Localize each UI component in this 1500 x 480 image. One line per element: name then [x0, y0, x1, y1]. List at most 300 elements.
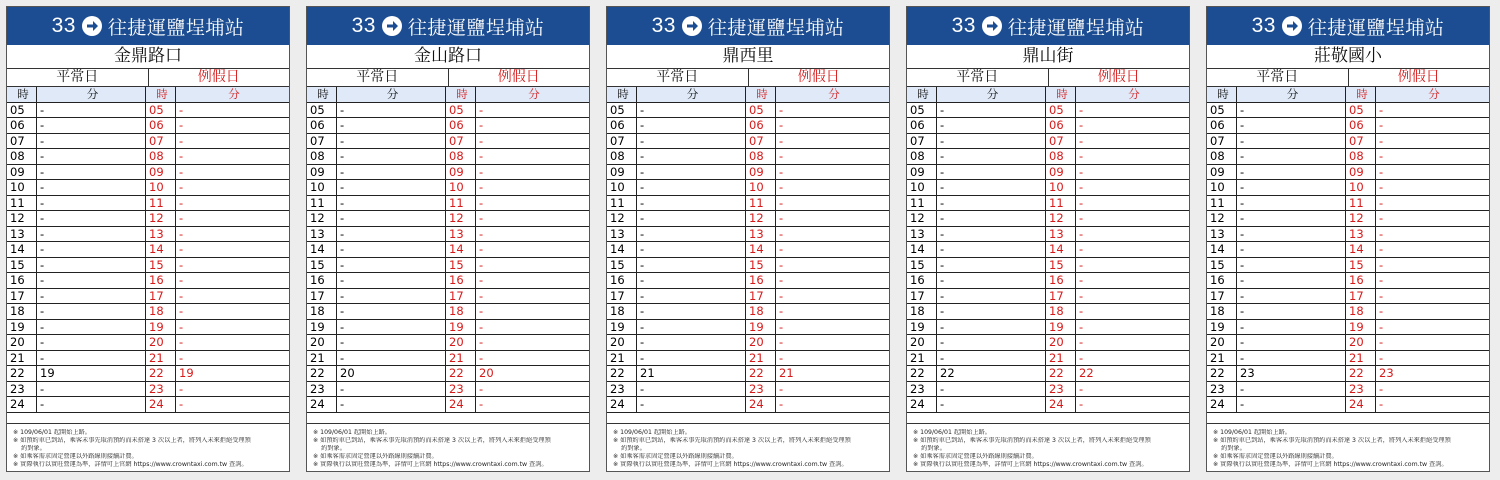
weekday-minute-cell: - — [337, 397, 446, 413]
weekday-minute-cell: - — [37, 319, 146, 335]
table-row — [7, 180, 289, 196]
table-row — [1207, 257, 1489, 273]
holiday-minute-cell: - — [476, 211, 590, 227]
schedule-table — [307, 87, 589, 413]
weekday-minute-cell: - — [37, 102, 146, 118]
weekday-minute-cell: - — [37, 180, 146, 196]
table-row — [607, 118, 889, 134]
table-row — [7, 211, 289, 227]
holiday-minute-cell: - — [1076, 102, 1190, 118]
table-row — [7, 319, 289, 335]
weekday-label: 平常日 — [907, 69, 1049, 86]
holiday-hour-cell: 07 — [746, 133, 776, 149]
hour-cell: 24 — [607, 397, 637, 413]
weekday-minute-cell: - — [337, 149, 446, 165]
weekday-minute-cell: - — [937, 133, 1046, 149]
holiday-hour-cell: 10 — [1046, 180, 1076, 196]
weekday-minute-cell: - — [637, 133, 746, 149]
holiday-minute-cell: - — [776, 149, 890, 165]
hour-cell: 09 — [607, 164, 637, 180]
weekday-minute-cell: - — [37, 257, 146, 273]
holiday-minute-cell: - — [1076, 242, 1190, 258]
table-row — [1207, 350, 1489, 366]
hour-cell: 05 — [7, 102, 37, 118]
hour-cell: 17 — [1207, 288, 1237, 304]
holiday-minute-cell: - — [1376, 102, 1490, 118]
table-row — [7, 397, 289, 413]
weekday-minute-cell: - — [1237, 350, 1346, 366]
weekday-label: 平常日 — [1207, 69, 1349, 86]
timetable-panel — [606, 6, 890, 472]
table-row — [907, 242, 1189, 258]
hour-cell: 12 — [607, 211, 637, 227]
table-row — [307, 195, 589, 211]
holiday-minute-cell: - — [1076, 180, 1190, 196]
holiday-minute-cell: - — [1376, 350, 1490, 366]
weekday-minute-cell: - — [337, 350, 446, 366]
route-header — [307, 7, 589, 45]
weekday-minute-cell: - — [637, 180, 746, 196]
table-row — [1207, 366, 1489, 382]
table-row — [607, 304, 889, 320]
weekday-minute-cell: - — [637, 319, 746, 335]
holiday-hour-cell: 18 — [1346, 304, 1376, 320]
weekday-minute-cell: - — [937, 397, 1046, 413]
weekday-minute-cell: - — [1237, 102, 1346, 118]
holiday-minute-cell: - — [1076, 319, 1190, 335]
weekday-minute-cell: - — [937, 149, 1046, 165]
hour-cell: 24 — [907, 397, 937, 413]
holiday-hour-cell: 18 — [1046, 304, 1076, 320]
holiday-minute-cell: - — [176, 226, 290, 242]
holiday-hour-cell: 15 — [746, 257, 776, 273]
table-row — [907, 381, 1189, 397]
holiday-hour-cell: 09 — [746, 164, 776, 180]
holiday-minute-cell: - — [476, 273, 590, 289]
route-number: 33 — [951, 14, 976, 37]
table-row — [307, 226, 589, 242]
hour-cell: 09 — [7, 164, 37, 180]
weekday-minute-cell: - — [1237, 397, 1346, 413]
weekday-minute-cell: - — [37, 335, 146, 351]
holiday-hour-cell: 20 — [746, 335, 776, 351]
table-row — [1207, 164, 1489, 180]
hour-cell: 19 — [7, 319, 37, 335]
arrow-right-icon — [1282, 16, 1302, 36]
holiday-hour-cell: 09 — [1046, 164, 1076, 180]
holiday-hour-cell: 13 — [1046, 226, 1076, 242]
holiday-minute-cell: - — [776, 164, 890, 180]
day-type-row — [307, 69, 589, 87]
table-row — [907, 288, 1189, 304]
weekday-minute-cell: - — [337, 195, 446, 211]
hour-cell: 23 — [607, 381, 637, 397]
table-row — [907, 335, 1189, 351]
hour-cell: 21 — [7, 350, 37, 366]
holiday-label: 例假日 — [1397, 69, 1440, 85]
holiday-hour-cell: 08 — [446, 149, 476, 165]
weekday-minute-cell: - — [637, 195, 746, 211]
hour-cell: 23 — [1207, 381, 1237, 397]
table-row — [1207, 381, 1489, 397]
holiday-minute-cell: - — [476, 257, 590, 273]
holiday-minute-cell: 23 — [1376, 366, 1490, 382]
table-row — [7, 118, 289, 134]
holiday-minute-cell: 22 — [1076, 366, 1190, 382]
table-row — [307, 366, 589, 382]
table-row — [907, 226, 1189, 242]
holiday-minute-cell: - — [176, 304, 290, 320]
table-row — [7, 149, 289, 165]
weekday-minute-cell: - — [1237, 319, 1346, 335]
holiday-minute-cell: - — [1376, 335, 1490, 351]
weekday-minute-cell: - — [937, 273, 1046, 289]
hour-cell: 08 — [7, 149, 37, 165]
holiday-minute-cell: - — [776, 304, 890, 320]
weekday-minute-cell: - — [337, 133, 446, 149]
destination-label: 往捷運鹽埕埔站 — [1307, 16, 1445, 39]
note-line: ※ 109/06/01 起開始上路。 — [1213, 429, 1291, 436]
holiday-hour-cell: 11 — [446, 195, 476, 211]
minute-column-header: 分 — [337, 87, 446, 102]
weekday-label: 平常日 — [307, 69, 449, 86]
holiday-hour-cell: 12 — [146, 211, 176, 227]
weekday-minute-cell: - — [637, 273, 746, 289]
table-row — [1207, 397, 1489, 413]
hour-cell: 24 — [1207, 397, 1237, 413]
holiday-hour-column-header: 時 — [146, 87, 176, 102]
holiday-hour-cell: 17 — [146, 288, 176, 304]
weekday-minute-cell: - — [637, 257, 746, 273]
table-row — [7, 195, 289, 211]
table-header-row — [307, 87, 589, 102]
table-row — [907, 195, 1189, 211]
holiday-minute-cell: - — [776, 397, 890, 413]
holiday-minute-cell: - — [176, 164, 290, 180]
hour-cell: 21 — [607, 350, 637, 366]
weekday-minute-cell: - — [337, 319, 446, 335]
table-row — [307, 102, 589, 118]
note-line: ※ 實際執行以實旺營運為準，詳情可上官網 https://www.crowntaxi.com.tw 查詢。 — [913, 461, 1148, 468]
hour-cell: 10 — [307, 180, 337, 196]
holiday-hour-cell: 14 — [1346, 242, 1376, 258]
weekday-minute-cell: 22 — [937, 366, 1046, 382]
holiday-hour-cell: 10 — [446, 180, 476, 196]
table-row — [907, 164, 1189, 180]
hour-cell: 22 — [7, 366, 37, 382]
holiday-hour-cell: 19 — [746, 319, 776, 335]
note-line: ※ 如乘客需求固定營運以外路線則接續計費。 — [13, 453, 138, 460]
note-line: 約對象。 — [1213, 445, 1246, 452]
holiday-minute-cell: - — [176, 133, 290, 149]
hour-cell: 13 — [307, 226, 337, 242]
weekday-minute-cell: - — [937, 335, 1046, 351]
table-row — [7, 257, 289, 273]
table-row — [607, 335, 889, 351]
holiday-hour-column-header: 時 — [1346, 87, 1376, 102]
hour-cell: 06 — [307, 118, 337, 134]
notes-section — [607, 423, 889, 471]
holiday-minute-cell: - — [1376, 133, 1490, 149]
holiday-hour-cell: 21 — [446, 350, 476, 366]
hour-cell: 05 — [1207, 102, 1237, 118]
arrow-right-icon — [982, 16, 1002, 36]
holiday-hour-cell: 24 — [446, 397, 476, 413]
hour-cell: 21 — [1207, 350, 1237, 366]
table-row — [7, 381, 289, 397]
holiday-hour-cell: 19 — [146, 319, 176, 335]
holiday-minute-cell: - — [1076, 350, 1190, 366]
note-line: ※ 如乘客需求固定營運以外路線則接續計費。 — [913, 453, 1038, 460]
hour-cell: 22 — [307, 366, 337, 382]
holiday-hour-cell: 21 — [746, 350, 776, 366]
route-header — [7, 7, 289, 45]
weekday-minute-cell: - — [937, 304, 1046, 320]
hour-cell: 12 — [7, 211, 37, 227]
table-row — [907, 397, 1189, 413]
hour-cell: 21 — [307, 350, 337, 366]
holiday-hour-cell: 13 — [1346, 226, 1376, 242]
route-number: 33 — [651, 14, 676, 37]
holiday-minute-cell: - — [476, 304, 590, 320]
holiday-minute-cell: - — [1376, 242, 1490, 258]
weekday-minute-cell: - — [937, 350, 1046, 366]
table-row — [907, 319, 1189, 335]
holiday-hour-cell: 09 — [1346, 164, 1376, 180]
table-row — [1207, 133, 1489, 149]
holiday-hour-cell: 06 — [1046, 118, 1076, 134]
hour-cell: 09 — [1207, 164, 1237, 180]
hour-cell: 24 — [7, 397, 37, 413]
holiday-hour-cell: 18 — [446, 304, 476, 320]
hour-cell: 20 — [1207, 335, 1237, 351]
hour-cell: 18 — [307, 304, 337, 320]
weekday-minute-cell: - — [1237, 226, 1346, 242]
holiday-hour-cell: 06 — [746, 118, 776, 134]
hour-cell: 10 — [607, 180, 637, 196]
holiday-hour-cell: 18 — [146, 304, 176, 320]
holiday-minute-cell: - — [476, 180, 590, 196]
holiday-minute-cell: - — [776, 335, 890, 351]
holiday-minute-cell: - — [476, 397, 590, 413]
note-line: ※ 109/06/01 起開始上路。 — [313, 429, 391, 436]
holiday-hour-cell: 12 — [446, 211, 476, 227]
table-row — [307, 242, 589, 258]
weekday-minute-cell: - — [937, 180, 1046, 196]
hour-cell: 23 — [307, 381, 337, 397]
holiday-hour-cell: 05 — [1346, 102, 1376, 118]
holiday-minute-cell: - — [776, 242, 890, 258]
holiday-minute-cell: - — [776, 211, 890, 227]
holiday-hour-cell: 22 — [146, 366, 176, 382]
holiday-hour-cell: 23 — [1046, 381, 1076, 397]
holiday-hour-cell: 07 — [1046, 133, 1076, 149]
table-row — [907, 211, 1189, 227]
weekday-minute-cell: - — [937, 319, 1046, 335]
hour-cell: 17 — [307, 288, 337, 304]
holiday-minute-cell: - — [476, 149, 590, 165]
holiday-hour-cell: 17 — [1046, 288, 1076, 304]
table-row — [7, 366, 289, 382]
weekday-minute-cell: 21 — [637, 366, 746, 382]
table-row — [607, 164, 889, 180]
table-row — [607, 180, 889, 196]
weekday-minute-cell: - — [637, 226, 746, 242]
table-row — [1207, 319, 1489, 335]
hour-cell: 06 — [607, 118, 637, 134]
day-type-row — [1207, 69, 1489, 87]
holiday-minute-cell: - — [776, 381, 890, 397]
holiday-hour-cell: 06 — [446, 118, 476, 134]
weekday-minute-cell: - — [337, 118, 446, 134]
hour-cell: 10 — [1207, 180, 1237, 196]
route-header — [607, 7, 889, 45]
table-row — [307, 304, 589, 320]
holiday-hour-cell: 14 — [746, 242, 776, 258]
holiday-minute-cell: - — [1076, 195, 1190, 211]
table-row — [607, 195, 889, 211]
hour-cell: 23 — [7, 381, 37, 397]
holiday-minute-cell: - — [1076, 304, 1190, 320]
holiday-hour-cell: 15 — [1046, 257, 1076, 273]
holiday-minute-cell: - — [1376, 381, 1490, 397]
note-line: ※ 109/06/01 起開始上路。 — [13, 429, 91, 436]
weekday-minute-cell: - — [1237, 242, 1346, 258]
table-row — [1207, 335, 1489, 351]
minute-column-header: 分 — [37, 87, 146, 102]
hour-cell: 11 — [607, 195, 637, 211]
note-line: 約對象。 — [13, 445, 46, 452]
hour-cell: 15 — [307, 257, 337, 273]
hour-cell: 11 — [307, 195, 337, 211]
holiday-minute-column-header: 分 — [1376, 87, 1490, 102]
holiday-hour-cell: 20 — [446, 335, 476, 351]
holiday-label: 例假日 — [797, 69, 840, 85]
table-row — [1207, 102, 1489, 118]
route-number: 33 — [351, 14, 376, 37]
table-row — [307, 149, 589, 165]
holiday-minute-column-header: 分 — [476, 87, 590, 102]
weekday-minute-cell: - — [937, 118, 1046, 134]
weekday-minute-cell: - — [637, 397, 746, 413]
holiday-hour-cell: 16 — [1346, 273, 1376, 289]
weekday-minute-cell: - — [337, 335, 446, 351]
holiday-hour-cell: 20 — [146, 335, 176, 351]
holiday-minute-cell: - — [476, 242, 590, 258]
hour-cell: 19 — [307, 319, 337, 335]
hour-cell: 20 — [7, 335, 37, 351]
table-row — [1207, 304, 1489, 320]
table-row — [607, 242, 889, 258]
note-line: 約對象。 — [613, 445, 646, 452]
weekday-minute-cell: - — [337, 164, 446, 180]
hour-cell: 14 — [7, 242, 37, 258]
holiday-hour-cell: 08 — [1046, 149, 1076, 165]
holiday-hour-cell: 15 — [1346, 257, 1376, 273]
holiday-minute-cell: - — [476, 102, 590, 118]
holiday-hour-cell: 06 — [146, 118, 176, 134]
weekday-minute-cell: - — [37, 288, 146, 304]
table-row — [7, 164, 289, 180]
table-row — [7, 288, 289, 304]
hour-cell: 05 — [607, 102, 637, 118]
weekday-minute-cell: - — [37, 304, 146, 320]
holiday-hour-cell: 10 — [746, 180, 776, 196]
note-line: ※ 實際執行以實旺營運為準，詳情可上官網 https://www.crowntaxi.com.tw 查詢。 — [13, 461, 248, 468]
table-row — [7, 242, 289, 258]
holiday-hour-cell: 15 — [446, 257, 476, 273]
table-row — [607, 149, 889, 165]
table-row — [907, 350, 1189, 366]
note-line: 約對象。 — [313, 445, 346, 452]
weekday-minute-cell: - — [1237, 381, 1346, 397]
holiday-minute-cell: - — [776, 257, 890, 273]
hour-cell: 18 — [7, 304, 37, 320]
weekday-minute-cell: - — [1237, 257, 1346, 273]
table-row — [907, 273, 1189, 289]
holiday-minute-cell: - — [476, 195, 590, 211]
holiday-hour-cell: 13 — [446, 226, 476, 242]
holiday-minute-cell: - — [176, 149, 290, 165]
holiday-hour-cell: 22 — [446, 366, 476, 382]
holiday-hour-cell: 19 — [1046, 319, 1076, 335]
holiday-hour-cell: 16 — [1046, 273, 1076, 289]
schedule-table — [907, 87, 1189, 413]
table-row — [607, 211, 889, 227]
holiday-hour-cell: 19 — [446, 319, 476, 335]
holiday-minute-cell: - — [476, 164, 590, 180]
weekday-minute-cell: - — [37, 133, 146, 149]
weekday-minute-cell: - — [37, 381, 146, 397]
notes-section — [907, 423, 1189, 471]
timetable-panel — [6, 6, 290, 472]
weekday-minute-cell: - — [637, 149, 746, 165]
weekday-minute-cell: 19 — [37, 366, 146, 382]
holiday-hour-cell: 11 — [1046, 195, 1076, 211]
hour-cell: 20 — [607, 335, 637, 351]
weekday-minute-cell: - — [1237, 273, 1346, 289]
holiday-hour-cell: 13 — [746, 226, 776, 242]
holiday-minute-cell: - — [1076, 149, 1190, 165]
hour-cell: 14 — [607, 242, 637, 258]
holiday-minute-cell: - — [1376, 257, 1490, 273]
weekday-minute-cell: - — [337, 226, 446, 242]
holiday-hour-cell: 05 — [1046, 102, 1076, 118]
holiday-label: 例假日 — [497, 69, 540, 85]
hour-cell: 13 — [607, 226, 637, 242]
hour-cell: 07 — [907, 133, 937, 149]
hour-cell: 11 — [1207, 195, 1237, 211]
holiday-minute-cell: - — [176, 242, 290, 258]
table-header-row — [607, 87, 889, 102]
holiday-minute-cell: - — [1376, 180, 1490, 196]
table-row — [307, 257, 589, 273]
table-row — [307, 273, 589, 289]
table-row — [607, 102, 889, 118]
table-row — [7, 304, 289, 320]
timetable-panel — [906, 6, 1190, 472]
table-row — [307, 381, 589, 397]
holiday-hour-cell: 10 — [1346, 180, 1376, 196]
hour-cell: 06 — [1207, 118, 1237, 134]
notes-section — [7, 423, 289, 471]
holiday-minute-cell: - — [776, 180, 890, 196]
hour-cell: 18 — [1207, 304, 1237, 320]
note-line: ※ 實際執行以實旺營運為準，詳情可上官網 https://www.crowntaxi.com.tw 查詢。 — [313, 461, 548, 468]
holiday-minute-cell: - — [1376, 149, 1490, 165]
weekday-minute-cell: - — [337, 304, 446, 320]
holiday-minute-cell: - — [776, 319, 890, 335]
